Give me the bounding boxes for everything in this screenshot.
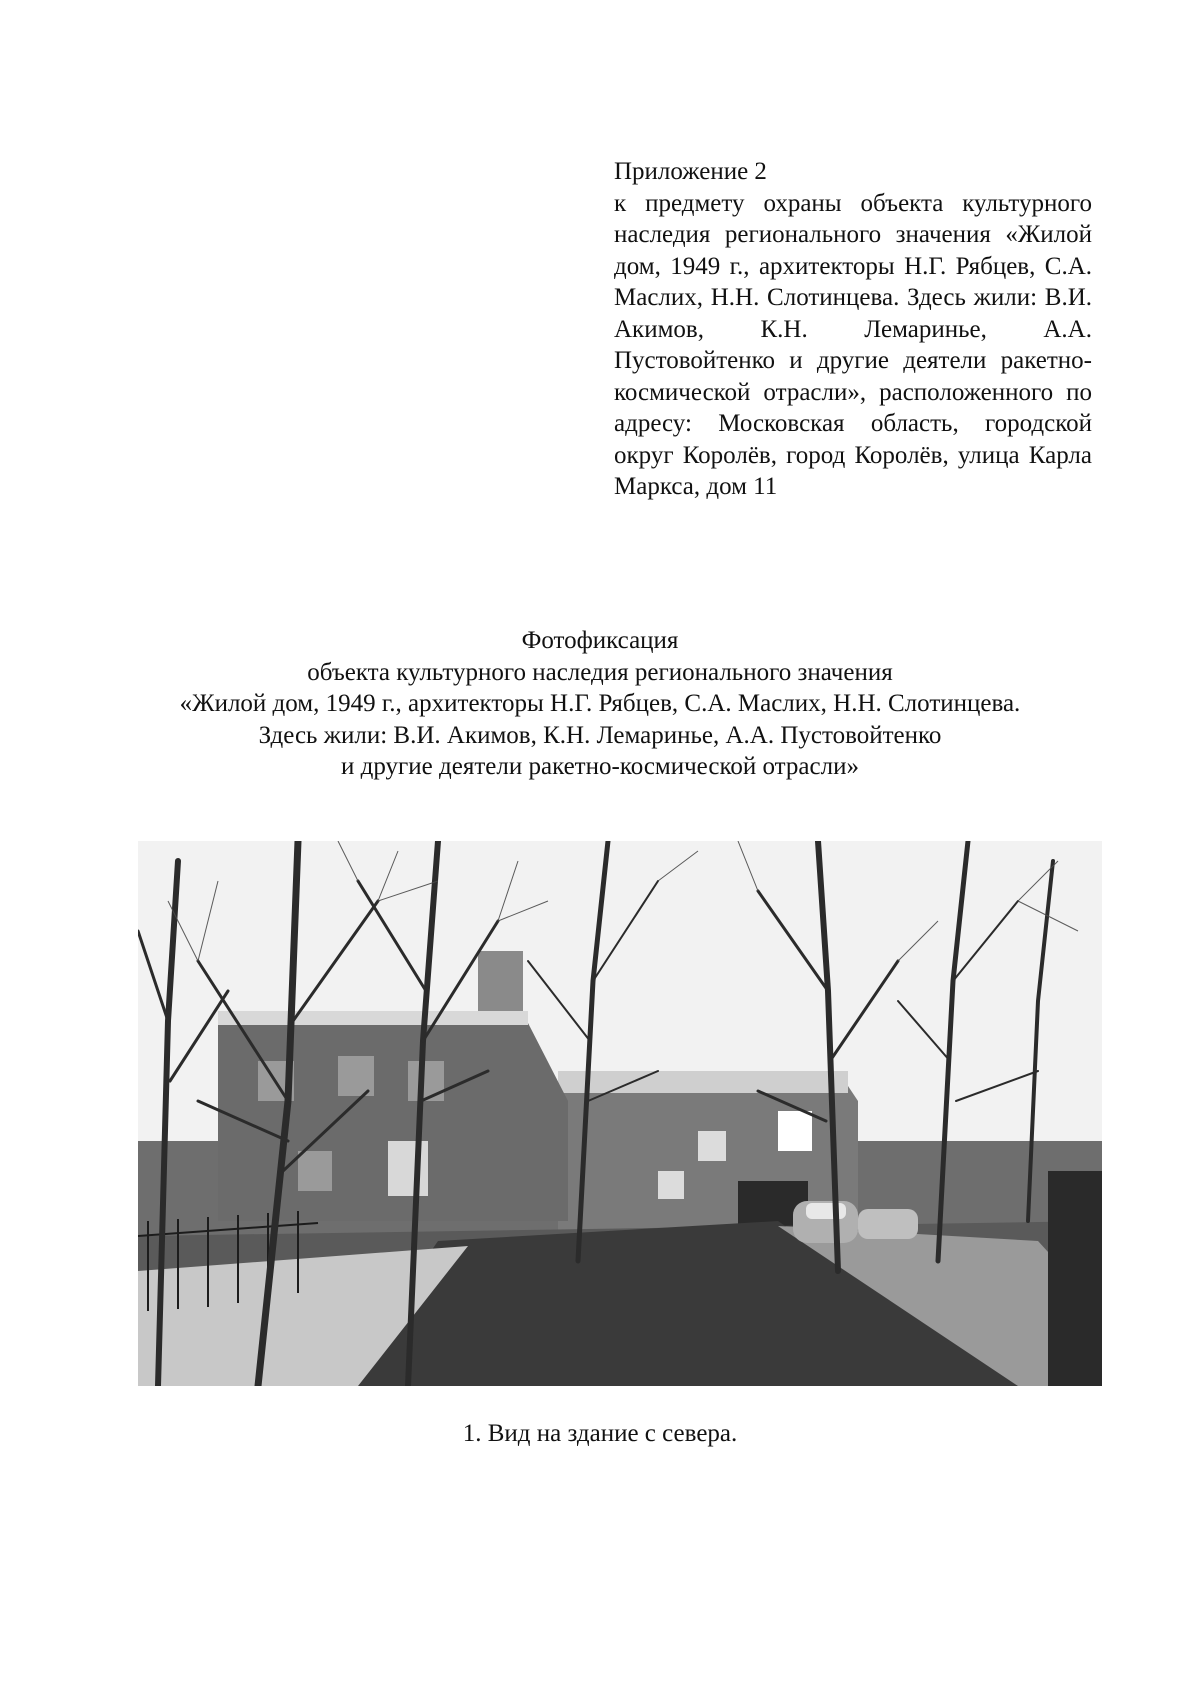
heading-line-5: и другие деятели ракетно-космической отрасли» [341, 753, 859, 780]
heading-line-2: объекта культурного наследия регионального значения [307, 658, 893, 686]
document-heading [100, 625, 1100, 783]
photo-caption: 1. Вид на здание с севера. [462, 1420, 738, 1447]
appendix-block [614, 156, 1092, 503]
heading-line-1: Фотофиксация [521, 627, 679, 654]
appendix-title: Приложение 2 [614, 158, 767, 185]
heading-line-4: Здесь жили: В.И. Акимов, К.Н. Лемаринье, А.А. Пустовойтенко [258, 721, 942, 749]
appendix-body: к предмету охраны объекта культурного наследия регионального значения «Жилой дом, 1949 г., архитекторы Н.Г. Рябцев, С.А. Маслих, Н.Н. Слотинцева. Здесь жили: В.И. Акимов, К.Н. Лемаринье, А.А. Пустовойтенко и другие деятели ракетно-космической отрасли», расположенного по адресу: Московская область, городской округ Королёв, город Королёв, улица Карла Маркса, дом 11 [614, 189, 1092, 500]
building-photo [138, 841, 1102, 1386]
building-photo-drawing [138, 841, 1102, 1386]
heading-line-3: «Жилой дом, 1949 г., архитекторы Н.Г. Рябцев, С.А. Маслих, Н.Н. Слотинцева. [179, 690, 1021, 717]
